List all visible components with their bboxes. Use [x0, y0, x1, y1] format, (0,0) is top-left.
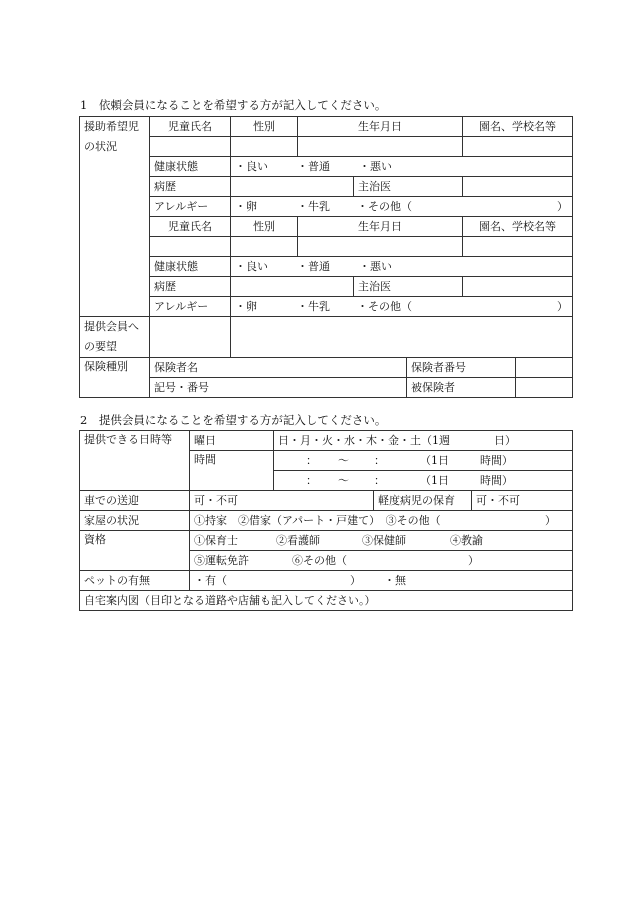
time-colon: ：	[306, 473, 317, 487]
section1-heading: 1 依頼会員になることを希望する方が記入してください。	[80, 98, 387, 112]
doctor-label: 主治医	[354, 277, 463, 297]
qualification-row-1[interactable]	[190, 531, 573, 551]
health-option-normal[interactable]: ・普通	[297, 259, 330, 273]
time-hours: 時間）	[480, 473, 513, 487]
car-label: 車での送迎	[80, 491, 190, 511]
child2-doctor-field[interactable]	[463, 277, 573, 297]
weekday-label: 曜日	[190, 431, 274, 451]
time-tilde: 〜	[338, 473, 349, 487]
medical-history-label: 病歴	[150, 277, 231, 297]
child1-name-field[interactable]	[150, 137, 231, 157]
time-hours: 時間）	[480, 453, 513, 467]
health-label: 健康状態	[150, 257, 231, 277]
pet-label: ペットの有無	[80, 571, 190, 591]
child-status-label: 援助希望児の状況	[80, 117, 150, 317]
health-label: 健康状態	[150, 157, 231, 177]
pet-field[interactable]	[190, 571, 573, 591]
child1-doctor-field[interactable]	[463, 177, 573, 197]
qual-teacher[interactable]: ④教諭	[450, 533, 483, 547]
section2-heading: 2 提供会員になることを希望する方が記入してください。	[80, 413, 387, 427]
car-field[interactable]: 可・不可	[190, 491, 374, 511]
child2-gender-field[interactable]	[231, 237, 298, 257]
time-day: （1日	[420, 453, 449, 467]
house-label: 家屋の状況	[80, 511, 190, 531]
child-name-header: 児童氏名	[150, 217, 231, 237]
health-option-good[interactable]: ・良い	[235, 259, 268, 273]
gender-header: 性別	[231, 217, 298, 237]
health-option-normal[interactable]: ・普通	[297, 159, 330, 173]
doctor-label: 主治医	[354, 177, 463, 197]
birthdate-header: 生年月日	[298, 117, 463, 137]
child1-school-field[interactable]	[463, 137, 573, 157]
allergy-option-other[interactable]: ・その他（	[357, 199, 412, 213]
birthdate-header: 生年月日	[298, 217, 463, 237]
insurer-name-label: 保険者名	[150, 358, 407, 378]
child1-health-options[interactable]	[231, 157, 573, 177]
time-colon: ：	[374, 473, 385, 487]
mild-sick-field[interactable]: 可・不可	[472, 491, 573, 511]
time-colon: ：	[374, 453, 385, 467]
available-label: 提供できる日時等	[80, 431, 190, 491]
child2-health-options[interactable]	[231, 257, 573, 277]
gender-header: 性別	[231, 117, 298, 137]
insured-label: 被保険者	[407, 378, 516, 398]
child1-gender-field[interactable]	[231, 137, 298, 157]
allergy-option-egg[interactable]: ・卵	[235, 199, 257, 213]
close-paren: ）	[350, 573, 361, 587]
child2-name-field[interactable]	[150, 237, 231, 257]
qual-other[interactable]: ⑥その他（	[292, 553, 347, 567]
request-label: 提供会員への要望	[80, 317, 150, 358]
school-header: 園名、学校名等	[463, 217, 573, 237]
insurer-number-label: 保険者番号	[407, 358, 516, 378]
time-row-2[interactable]	[274, 471, 573, 491]
child1-birthdate-field[interactable]	[298, 137, 463, 157]
allergy-label: アレルギー	[150, 297, 231, 317]
request-field[interactable]	[231, 317, 573, 358]
allergy-option-milk[interactable]: ・牛乳	[297, 299, 330, 313]
pet-yes[interactable]: ・有（	[194, 573, 227, 587]
time-row-1[interactable]	[274, 451, 573, 471]
time-tilde: 〜	[338, 453, 349, 467]
house-field[interactable]	[190, 511, 573, 531]
qual-driver-license[interactable]: ⑤運転免許	[194, 553, 249, 567]
time-day: （1日	[420, 473, 449, 487]
symbol-number-label: 記号・番号	[150, 378, 407, 398]
child2-birthdate-field[interactable]	[298, 237, 463, 257]
qualification-label: 資格	[80, 531, 190, 571]
qual-childcare[interactable]: ①保育士	[194, 533, 238, 547]
health-option-bad[interactable]: ・悪い	[359, 159, 392, 173]
time-label: 時間	[190, 451, 274, 491]
close-paren: ）	[557, 199, 569, 213]
time-colon: ：	[306, 453, 317, 467]
insurer-number-field[interactable]	[516, 358, 573, 378]
request-blank	[150, 317, 231, 358]
health-option-good[interactable]: ・良い	[235, 159, 268, 173]
allergy-option-other[interactable]: ・その他（	[357, 299, 412, 313]
close-paren: ）	[545, 513, 557, 527]
child-name-header: 児童氏名	[150, 117, 231, 137]
qualification-row-2[interactable]	[190, 551, 573, 571]
child2-medical-history-field[interactable]	[231, 277, 354, 297]
child1-medical-history-field[interactable]	[231, 177, 354, 197]
allergy-label: アレルギー	[150, 197, 231, 217]
health-option-bad[interactable]: ・悪い	[359, 259, 392, 273]
child1-allergy-options[interactable]	[231, 197, 573, 217]
requester-form-table	[79, 116, 573, 398]
provider-form-table	[79, 430, 573, 611]
allergy-option-milk[interactable]: ・牛乳	[297, 199, 330, 213]
child2-school-field[interactable]	[463, 237, 573, 257]
school-header: 園名、学校名等	[463, 117, 573, 137]
pet-no[interactable]: ・無	[384, 573, 406, 587]
qual-public-health-nurse[interactable]: ③保健師	[362, 533, 406, 547]
close-paren: ）	[468, 553, 479, 567]
mild-sick-label: 軽度病児の保育	[374, 491, 472, 511]
insurance-type-label: 保険種別	[80, 358, 150, 398]
weekday-field[interactable]: 日・月・火・水・木・金・土（1週 日）	[274, 431, 573, 451]
medical-history-label: 病歴	[150, 177, 231, 197]
house-options[interactable]: ①持家 ②借家（アパート・戸建て） ③その他（	[194, 513, 441, 527]
allergy-option-egg[interactable]: ・卵	[235, 299, 257, 313]
qual-nurse[interactable]: ②看護師	[276, 533, 320, 547]
close-paren: ）	[557, 299, 569, 313]
insured-field[interactable]	[516, 378, 573, 398]
child2-allergy-options[interactable]	[231, 297, 573, 317]
home-map-label: 自宅案内図（目印となる道路や店舗も記入してください。）	[80, 591, 573, 611]
